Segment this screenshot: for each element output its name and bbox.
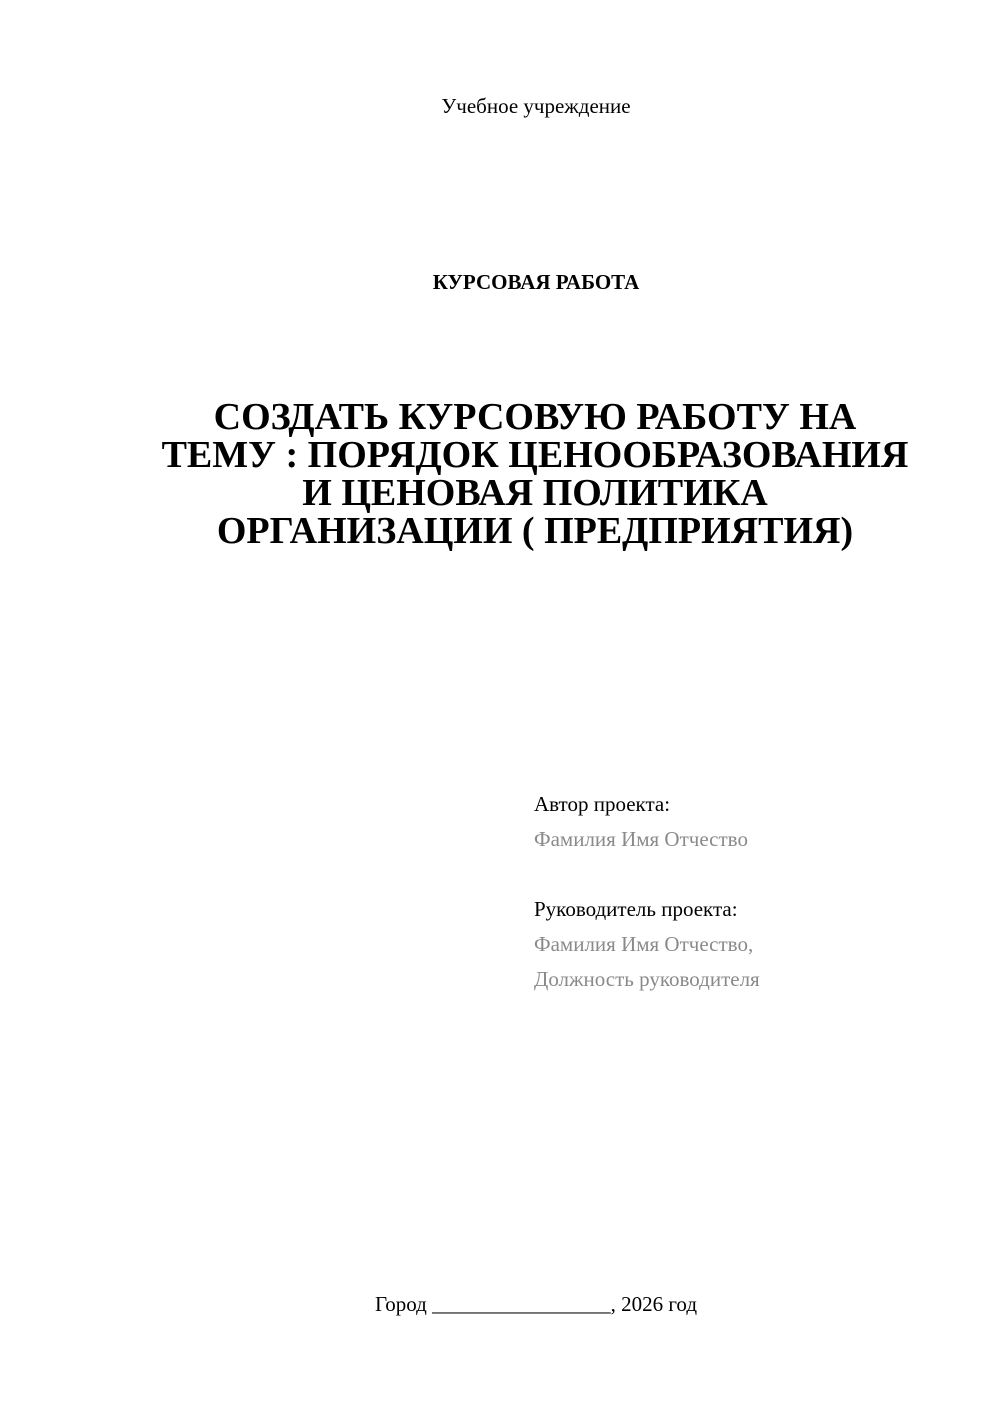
supervisor-label: Руководитель проекта: [534,897,738,921]
credits-spacer [534,857,974,892]
title-line: ОРГАНИЗАЦИИ ( ПРЕДПРИЯТИЯ) [216,510,854,552]
supervisor-name: Фамилия Имя Отчество, [534,932,754,956]
author-name: Фамилия Имя Отчество [534,827,748,851]
work-type: КУРСОВАЯ РАБОТА [432,270,640,294]
supervisor-position: Должность руководителя [534,967,760,991]
page-title [130,398,940,550]
institution-name: Учебное учреждение [441,94,631,118]
author-label: Автор проекта: [534,792,671,816]
title-line: И ЦЕНОВАЯ ПОЛИТИКА [302,472,768,514]
title-line: СОЗДАТЬ КУРСОВУЮ РАБОТУ НА [213,396,857,438]
city-year-line: Город _________________, 2026 год [374,1292,698,1316]
credits-block [534,787,974,997]
title-line: ТЕМУ : ПОРЯДОК ЦЕНООБРАЗОВАНИЯ [161,434,909,476]
